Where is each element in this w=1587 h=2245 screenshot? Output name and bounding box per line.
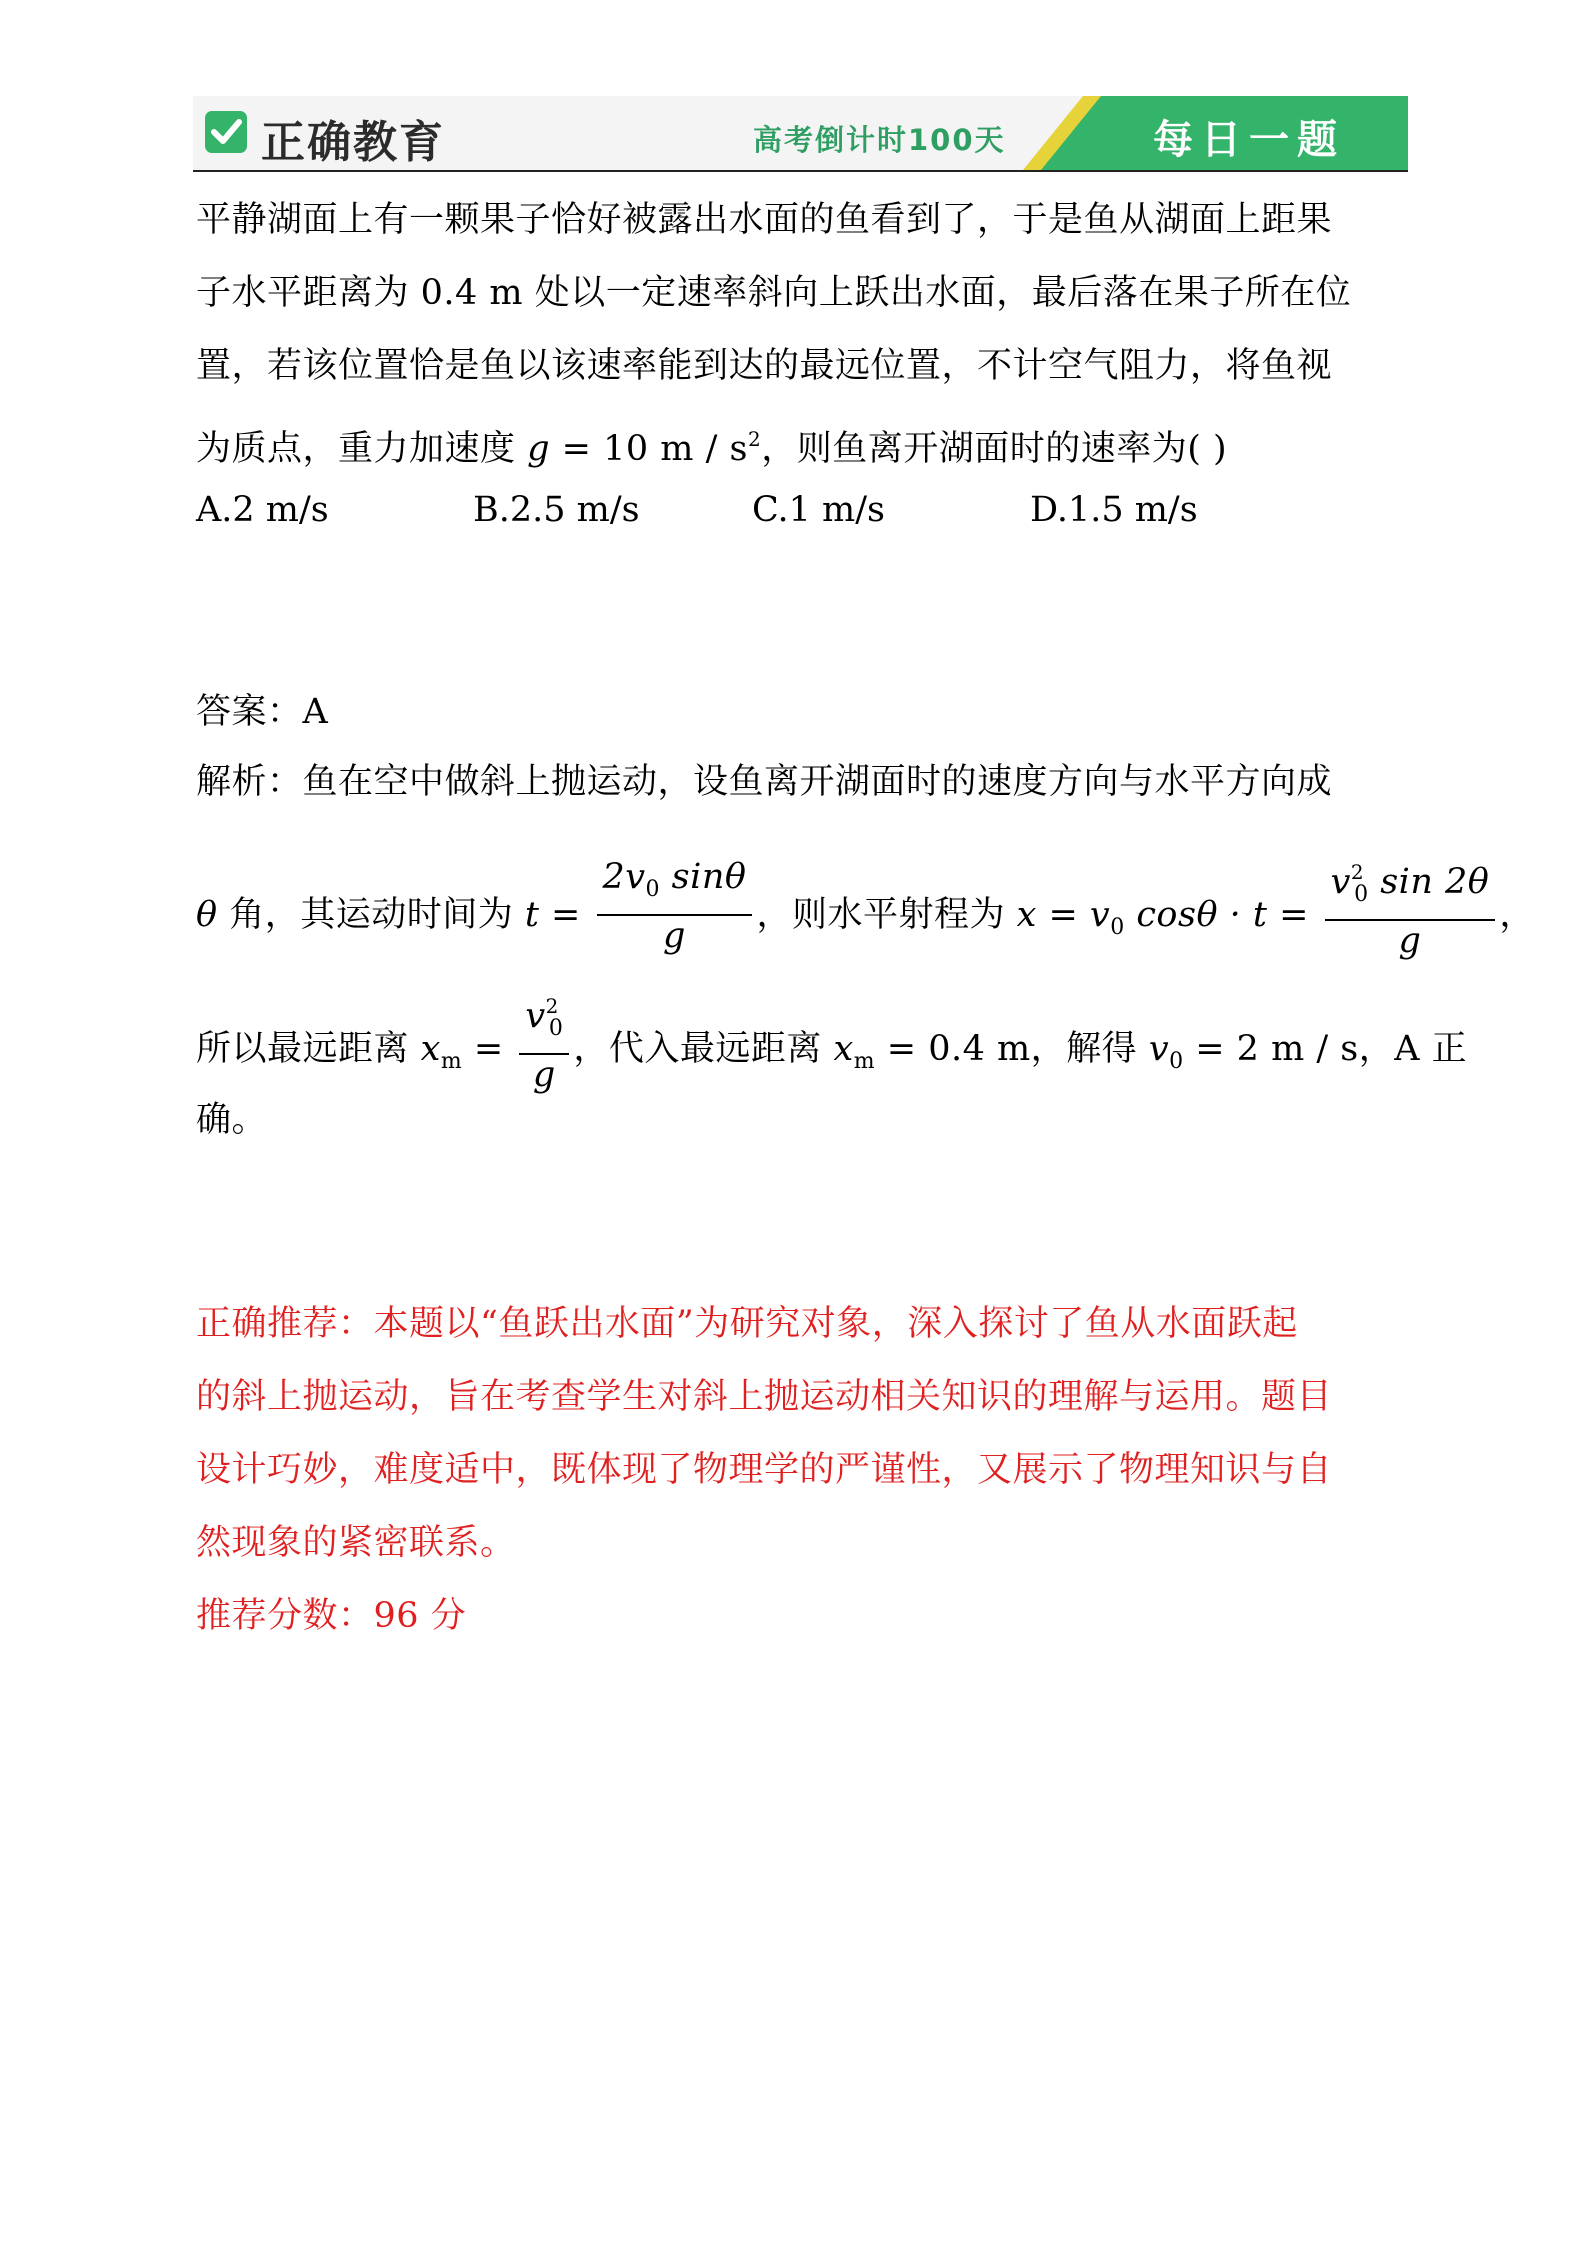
- brand-name: 正确教育: [261, 117, 445, 168]
- analysis-line-4: 确。: [196, 1100, 268, 1140]
- recommendation-score: 推荐分数：96 分: [196, 1596, 467, 1636]
- option-b: B.2.5 m/s: [473, 490, 640, 530]
- max-distance-fraction: $\frac{v^2_0}{g}$: [519, 986, 569, 1095]
- question-line-4: 为质点，重力加速度 g = 10 m / $s^2$，则鱼离开湖面时的速率为( ): [196, 427, 1228, 469]
- analysis-line-1: 解析：鱼在空中做斜上抛运动，设鱼离开湖面时的速度方向与水平方向成: [196, 762, 1333, 802]
- option-d: D.1.5 m/s: [1030, 490, 1198, 530]
- recommendation-line-4: 然现象的紧密联系。: [196, 1523, 516, 1563]
- header-divider: [193, 170, 1408, 172]
- check-logo-icon: [205, 111, 247, 153]
- option-a: A.2 m/s: [196, 490, 329, 530]
- question-line-3: 置，若该位置恰是鱼以该速率能到达的最远位置，不计空气阻力，将鱼视: [196, 346, 1333, 386]
- recommendation-line-2: 的斜上抛运动，旨在考查学生对斜上抛运动相关知识的理解与运用。题目: [196, 1377, 1333, 1417]
- question-line-1: 平静湖面上有一颗果子恰好被露出水面的鱼看到了，于是鱼从湖面上距果: [196, 200, 1333, 240]
- recommendation-line-1: 正确推荐：本题以“鱼跃出水面”为研究对象，深入探讨了鱼从水面跃起: [196, 1304, 1298, 1344]
- question-line-2: 子水平距离为 0.4 m 处以一定速率斜向上跃出水面，最后落在果子所在位: [196, 273, 1352, 313]
- header-banner: [193, 96, 1408, 170]
- recommendation-line-3: 设计巧妙，难度适中，既体现了物理学的严谨性，又展示了物理知识与自: [196, 1450, 1333, 1490]
- range-fraction: $\frac{v^2_0 \sin 2\theta}{g}$: [1325, 852, 1496, 961]
- countdown-text: 高考倒计时100天: [753, 123, 1006, 157]
- option-c: C.1 m/s: [752, 490, 885, 530]
- analysis-line-3: 所以最远距离 $x_m$ = $\frac{v^2_0}{g}$ ，代入最远距离 $x_m = 0.4$ m，解得 $v_0 = 2$ m / s，A 正: [196, 996, 1467, 1105]
- daily-question-label: 每日一题: [1153, 117, 1345, 163]
- answer-label: 答案：A: [196, 692, 329, 732]
- time-fraction: $\frac{2v_0 \sin\theta}{g}$: [597, 857, 753, 956]
- analysis-line-2: θ 角，其运动时间为 t = $\frac{2v_0 \sin\theta}{g}$ ，则水平射程为 $x = v_0$ cosθ · t = $\frac{v^2_0 \sin 2\theta}{g}$ ，: [196, 862, 1535, 971]
